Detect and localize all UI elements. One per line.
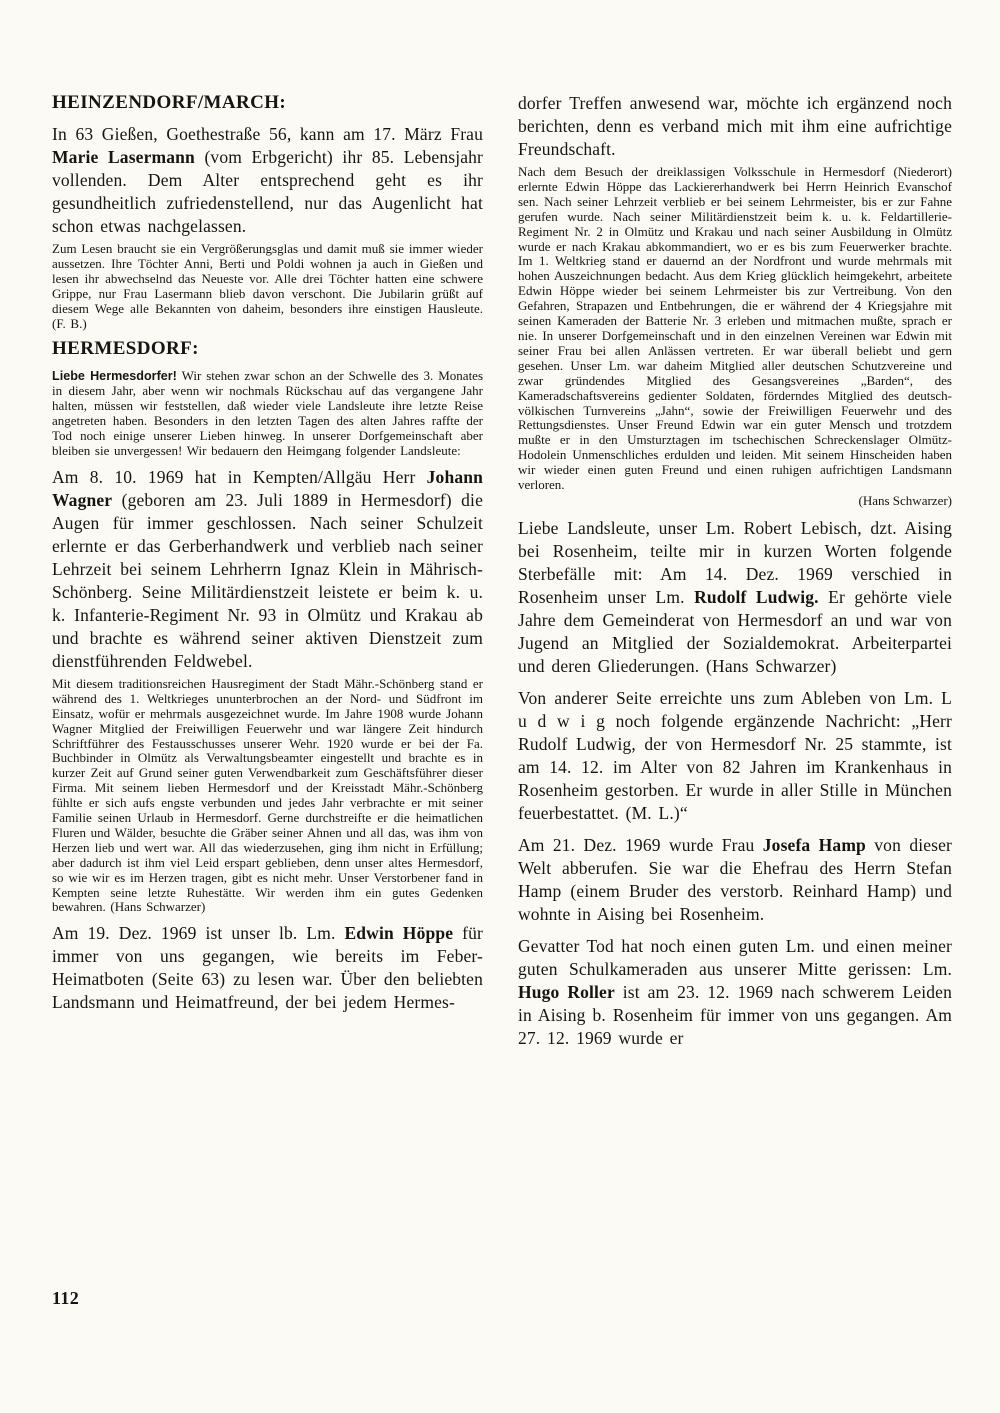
section-heading-heinzendorf: HEINZENDORF/MARCH: xyxy=(52,92,287,113)
hermesdorf-salutation: Liebe Hermesdorfer! xyxy=(52,369,177,384)
text-run: ist am 23. 12. 1969 nach schwerem Leiden in Aising b. Rosenheim für immer von uns gegangen. Am 27. 12. 1969 wurde er xyxy=(518,981,952,1048)
paragraph-lasermann-details: Zum Lesen braucht sie ein Vergrößerungsglas und damit muß sie immer wieder aussetzen. Ihre Töchter Anni, Berti und Poldi wohnen ja auch in Gießen und lesen ihr abwechselnd das Neueste vor. Alle drei Töchter hatten eine schwere Grippe, nur Frau Lasermann blieb davon verschont. Die Jubilarin grüßt auf diesem Wege alle Bekannten von daheim, besonders ihre einstigen Hausleute. (F. B.) xyxy=(52,241,483,331)
paragraph-hoeppe-biography: Nach dem Besuch der dreiklassigen Volksschule in Hermesdorf (Niederort) erlernte Edwin Höppe das Lackiererhandwerk bei Herrn Heinrich Evanschof sen. Nach seiner Lehrzeit verblieb er bei seinem Lehrmeister, bis er zur Fahne gerufen wurde. Nach seiner Militärdienstzeit beim k. u. k. Feldartillerie-Regiment Nr. 2 in Olmütz und Krakau und nach seiner Ausbildung in Olmütz wurde er nach Krakau abkommandiert, wo er es bis zum Feuerwerker brachte. Im 1. Weltkrieg stand er dauernd an der Nordfront und wurde mehrmals mit hohen Auszeichnungen bedacht. Aus dem Krieg glücklich heimgekehrt, arbeitete Edwin Höppe wieder bei seinem Lehrmeister bis zur Vertreibung. Von den Gefahren, Strapazen und Entbehrungen, die er während der 4 Kriegsjahre mit seinen Kameraden der Batterie Nr. 3 erleben und mitmachen mußte, sprach er nie. In unserer Dorfgemeinschaft und in den einzelnen Vereinen war Edwin mit seiner Frau bei allen Anlässen vertreten. Er war überall beliebt und gern gesehen. Unser Lm. war daheim Mitglied aller deutschen Schutzvereine und zwar gründendes Mitglied des Gesangsvereines „Barden“, des Kameradschaftsvereins gedienter Soldaten, förderndes Mitglied des deutsch-völkischen Turnvereins „Jahn“, sowie der Freiwilligen Feuerwehr und des Rettungsdienstes. Unser Freund Edwin war ein guter Mensch und trotzdem mußte er in den Umsturztagen im tschechischen Schreckenslager Olmütz-Hodolein Unmenschliches erdulden und leiden. Mit seinem Hinscheiden haben wir wieder einen guten Freund und einen ruhigen aufrichtigen Landsmann verloren. xyxy=(518,164,952,493)
section-heading-hermesdorf: HERMESDORF: xyxy=(52,338,199,360)
paragraph-rudolf-ludwig xyxy=(518,517,952,678)
two-column-layout xyxy=(52,92,952,1059)
paragraph-marie-lasermann xyxy=(52,123,483,238)
paragraph-hugo-roller xyxy=(518,935,952,1050)
paragraph-hoeppe-continuation: dorfer Treffen anwesend war, möchte ich ergänzend noch berichten, denn es verband mich mit ihm eine aufrichtige Freundschaft. xyxy=(518,93,952,159)
bold-name-run: Johann Wagner xyxy=(52,466,483,510)
text-run: Gevatter Tod hat noch einen guten Lm. und einen meiner guten Schulkameraden aus unserer Mitte gerissen: Lm. xyxy=(518,935,952,979)
text-run: Am 19. Dez. 1969 ist unser lb. Lm. xyxy=(52,923,345,944)
paragraph-edwin-hoeppe xyxy=(52,922,483,1014)
left-column xyxy=(52,92,483,1059)
paragraph-josefa-hamp xyxy=(518,834,952,926)
paragraph-wagner-biography: Mit diesem traditionsreichen Hausregiment der Stadt Mähr.-Schönberg stand er während des 1. Weltkrieges ununterbrochen an der Nord- und Südfront im Einsatz, wofür er mehrmals ausgezeichnet wurde. Im Jahre 1908 wurde Johann Wagner Mitglied der Freiwilligen Feuerwehr und war längere Zeit hindurch Schriftführer des Festausschusses unserer Wehr. 1920 wurde er bei der Fa. Buchbinder in Olmütz als Verwaltungsbeamter eingestellt und brachte es in kurzer Zeit auf Grund seiner guten Verwendbarkeit zum Geschäftsführer dieser Firma. Mit seinem lieben Hermesdorf und der Kreisstadt Mähr.-Schönberg fühlte er sich aufs engste verbunden und jedes Jahr verbrachte er mit seiner Familie seinen Urlaub in Hermesdorf. Gerne durchstreifte er die heimatlichen Fluren und Wälder, besuchte die Gräber seiner Ahnen und all das, was ihm von Herzen lieb und wert war. All das wiederzusehen, ging ihm nicht in Erfüllung; aber dadurch ist ihm viel Leid erspart geblieben, denn unser altes Hermesdorf, so wie wir es im Herzen tragen, gibt es nicht mehr. Unser Verstorbener fand in Kempten seine letzte Ruhestätte. Wir werden ihm ein gutes Gedenken bewahren. (Hans Schwarzer) xyxy=(52,675,483,915)
bold-name-run: Marie Lasermann xyxy=(52,147,195,167)
page-number: 112 xyxy=(52,1288,80,1308)
text-run: In 63 Gießen, Goethestraße 56, kann am 17. März Frau xyxy=(52,124,483,144)
text-run: (geboren am 23. Juli 1889 in Hermesdorf) die Augen für immer geschlossen. Nach seiner Schulzeit erlernte er das Gerberhandwerk und verblieb nach seiner Lehrzeit bei seinem Lehrherrn Ignaz Klein in Mährisch-Schönberg. Seine Militärdienstzeit leistete er beim k. u. k. Infanterie-Regiment Nr. 93 in Olmütz und Krakau ab und brachte es während seiner aktiven Dienstzeit zum dienstführenden Feldwebel. xyxy=(52,489,483,671)
paragraph-hermesdorf-intro xyxy=(52,369,483,458)
bold-name-run: Josefa Hamp xyxy=(762,834,866,855)
text-run: Am 8. 10. 1969 hat in Kempten/Allgäu Herr xyxy=(52,466,427,487)
text-run: Er gehörte viele Jahre dem Gemeinderat von Hermesdorf an und war von Jugend an Mitglied der Sozialdemokrat. Arbeiterpartei und deren Gliederungen. (Hans Schwarzer) xyxy=(518,586,952,676)
bold-name-run: Edwin Höppe xyxy=(344,923,454,944)
bold-name-run: Rudolf Ludwig. xyxy=(694,586,819,607)
paragraph-ludwig-addendum: Von anderer Seite erreichte uns zum Ableben von Lm. L u d w i g noch folgende ergänzende Nachricht: „Herr Rudolf Ludwig, der von Hermesdorf Nr. 25 stammte, ist am 14. 12. im Alter von 82 Jahren im Krankenhaus in Rosenheim gestorben. Er wurde in aller Stille in München feuerbestattet. (M. L.)“ xyxy=(518,687,952,823)
text-run: für immer von uns gegangen, wie bereits im Feber-Heimatboten (Seite 63) zu lesen war. Über den beliebten Landsmann und Heimatfreund, der bei jedem Hermes- xyxy=(52,923,483,1013)
bold-name-run: Hugo Roller xyxy=(518,981,615,1002)
text-run: Am 21. Dez. 1969 wurde Frau xyxy=(518,834,763,855)
text-run: Liebe Landsleute, unser Lm. Robert Lebisch, dzt. Aising bei Rosenheim, teilte mir in kurzen Worten folgende Sterbefälle mit: Am 14. Dez. 1969 verschied in Rosenheim unser Lm. xyxy=(518,517,952,607)
text-run: von dieser Welt abberufen. Sie war die Ehefrau des Herrn Stefan Hamp (einem Bruder des verstorb. Reinhard Hamp) und wohnte in Aising bei Rosenheim. xyxy=(518,834,952,924)
right-column xyxy=(518,92,952,1059)
hermesdorf-intro-text: Wir stehen zwar schon an der Schwelle des 3. Monates in diesem Jahr, aber wenn wir nochmals Rückschau auf das vergangene Jahr halten, müssen wir feststellen, daß wieder viele Landsleute ihre letzte Reise angetreten haben. Besonders in den letzten Tagen des alten Jahres raffte der Tod noch einige unserer Lieben hinweg. In unserer Dorfgemeinschaft aber bleiben sie unvergessen! Wir bedauern den Heimgang folgender Landsleute: xyxy=(52,368,484,458)
paragraph-johann-wagner xyxy=(52,466,483,673)
signature-hans-schwarzer: (Hans Schwarzer) xyxy=(858,492,952,508)
text-run: (vom Erbgericht) ihr 85. Lebensjahr vollenden. Dem Alter entsprechend geht es ihr gesundheitlich zufriedenstellend, nur das Augenlicht hat schon etwas nachgelassen. xyxy=(52,147,483,236)
